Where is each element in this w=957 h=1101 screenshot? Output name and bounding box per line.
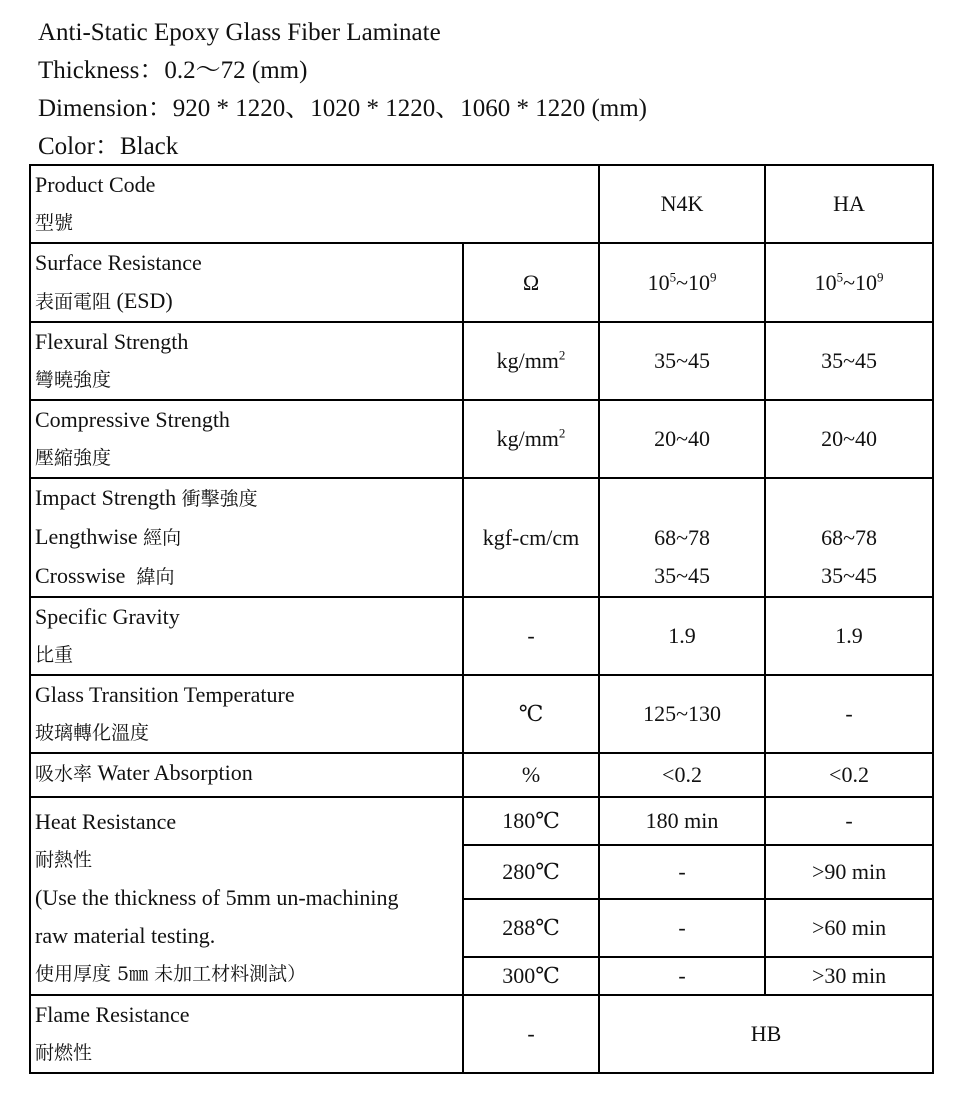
flame-resistance-cn: 耐燃性 [35,1042,93,1064]
glass-transition-n4k: 125~130 [599,675,765,753]
lengthwise-cn: 經向 [143,527,182,549]
impact-strength-cn: 衝擊強度 [181,488,258,510]
impact-n4k-lengthwise: 68~78 [654,524,710,550]
surface-resistance-en: Surface Resistance [35,250,202,275]
heat-ha-180: - [765,797,933,845]
cs-unit-base: kg/mm [496,426,559,451]
compressive-strength-ha: 20~40 [765,400,933,478]
sr-n4k-exp2: 9 [709,269,717,285]
heat-resistance-note-cn: 使用厚度 5㎜ 未加工材料測試） [35,963,307,985]
document-header [38,14,647,166]
table-row-surface-resistance [30,243,933,322]
table-row-flexural-strength [30,322,933,400]
table-row-water-absorption [30,753,933,797]
impact-strength-n4k [599,478,765,597]
impact-n4k-crosswise: 35~45 [654,562,710,588]
spec-table [29,164,934,1074]
sr-ha-exp1: 5 [836,269,844,285]
heat-temp-180: 180℃ [463,797,599,845]
fs-unit-base: kg/mm [496,348,559,373]
heat-resistance-cn: 耐熱性 [35,849,93,871]
cs-unit-exp: 2 [558,425,566,441]
impact-ha-lengthwise: 68~78 [821,524,877,550]
flexural-strength-ha: 35~45 [765,322,933,400]
heat-n4k-280: - [599,845,765,899]
sr-ha-mid: ~10 [843,269,877,295]
impact-ha-crosswise: 35~45 [821,562,877,588]
flexural-strength-label [30,322,463,400]
heat-temp-288: 288℃ [463,899,599,957]
crosswise-en: Crosswise [35,563,126,588]
flame-resistance-en: Flame Resistance [35,1002,190,1027]
fs-unit-exp: 2 [558,347,566,363]
heat-ha-280: >90 min [765,845,933,899]
flexural-strength-n4k: 35~45 [599,322,765,400]
impact-strength-unit: kgf-cm/cm [463,478,599,597]
sr-n4k-base: 10 [647,269,670,295]
table-row-flame-resistance [30,995,933,1073]
table-row-glass-transition [30,675,933,753]
specific-gravity-unit: - [463,597,599,675]
glass-transition-label [30,675,463,753]
specific-gravity-ha: 1.9 [765,597,933,675]
crosswise-label [35,557,462,596]
product-code-cn: 型號 [35,212,74,234]
impact-strength-en: Impact Strength [35,485,177,510]
heat-resistance-en: Heat Resistance [35,809,177,834]
product-code-en: Product Code [35,172,156,197]
compressive-strength-en: Compressive Strength [35,407,230,432]
heat-ha-288: >60 min [765,899,933,957]
surface-resistance-n4k [599,243,765,322]
flexural-strength-cn: 彎曉強度 [35,369,112,391]
glass-transition-en: Glass Transition Temperature [35,682,295,707]
glass-transition-unit: ℃ [463,675,599,753]
heat-resistance-label [30,797,463,995]
compressive-strength-n4k: 20~40 [599,400,765,478]
flame-resistance-label [30,995,463,1073]
flame-resistance-value: HB [599,995,933,1073]
sr-n4k-exp1: 5 [669,269,677,285]
sr-n4k-mid: ~10 [676,269,710,295]
sr-ha-exp2: 9 [876,269,884,285]
lengthwise-label [35,518,462,557]
heat-resistance-note-1: (Use the thickness of 5mm un-machining [35,885,399,910]
glass-transition-cn: 玻璃轉化溫度 [35,722,150,744]
impact-strength-ha [765,478,933,597]
water-absorption-label [30,753,463,797]
glass-transition-ha: - [765,675,933,753]
impact-strength-label [30,478,463,597]
table-row-specific-gravity [30,597,933,675]
table-row-impact-strength [30,478,933,597]
table-row-product-code [30,165,933,243]
heat-temp-300: 300℃ [463,957,599,995]
specific-gravity-n4k: 1.9 [599,597,765,675]
impact-strength-title [35,479,462,518]
heat-ha-300: >30 min [765,957,933,995]
compressive-strength-label [30,400,463,478]
specific-gravity-label [30,597,463,675]
surface-resistance-cn: 表面電阻 [35,291,112,313]
sr-ha-base: 10 [814,269,837,295]
water-absorption-unit: % [463,753,599,797]
heat-n4k-288: - [599,899,765,957]
heat-resistance-note-2: raw material testing. [35,923,216,948]
flame-resistance-unit: - [463,995,599,1073]
header-ha: HA [765,165,933,243]
specific-gravity-cn: 比重 [35,644,74,666]
crosswise-cn: 緯向 [136,566,175,588]
surface-resistance-ha [765,243,933,322]
product-code-label [30,165,599,243]
water-absorption-en: Water Absorption [97,760,253,785]
thickness-spec: Thickness：0.2～72 (mm) [38,57,308,84]
heat-n4k-180: 180 min [599,797,765,845]
flexural-strength-en: Flexural Strength [35,329,189,354]
surface-resistance-esd: (ESD) [116,288,173,313]
water-absorption-cn: 吸水率 [35,763,93,785]
compressive-strength-cn: 壓縮強度 [35,447,112,469]
lengthwise-en: Lengthwise [35,524,138,549]
flexural-strength-unit [463,322,599,400]
dimension-spec: Dimension：920 * 1220、1020 * 1220、1060 * 1220 (mm) [38,95,648,122]
color-spec: Color：Black [38,133,179,160]
heat-n4k-300: - [599,957,765,995]
surface-resistance-cn-line [35,282,462,321]
surface-resistance-label [30,243,463,322]
header-n4k: N4K [599,165,765,243]
document-title: Anti-Static Epoxy Glass Fiber Laminate [38,19,441,46]
specific-gravity-en: Specific Gravity [35,604,180,629]
water-absorption-ha: <0.2 [765,753,933,797]
heat-temp-280: 280℃ [463,845,599,899]
compressive-strength-unit [463,400,599,478]
table-row-compressive-strength [30,400,933,478]
surface-resistance-unit: Ω [463,243,599,322]
table-row-heat-resistance-180 [30,797,933,845]
water-absorption-n4k: <0.2 [599,753,765,797]
